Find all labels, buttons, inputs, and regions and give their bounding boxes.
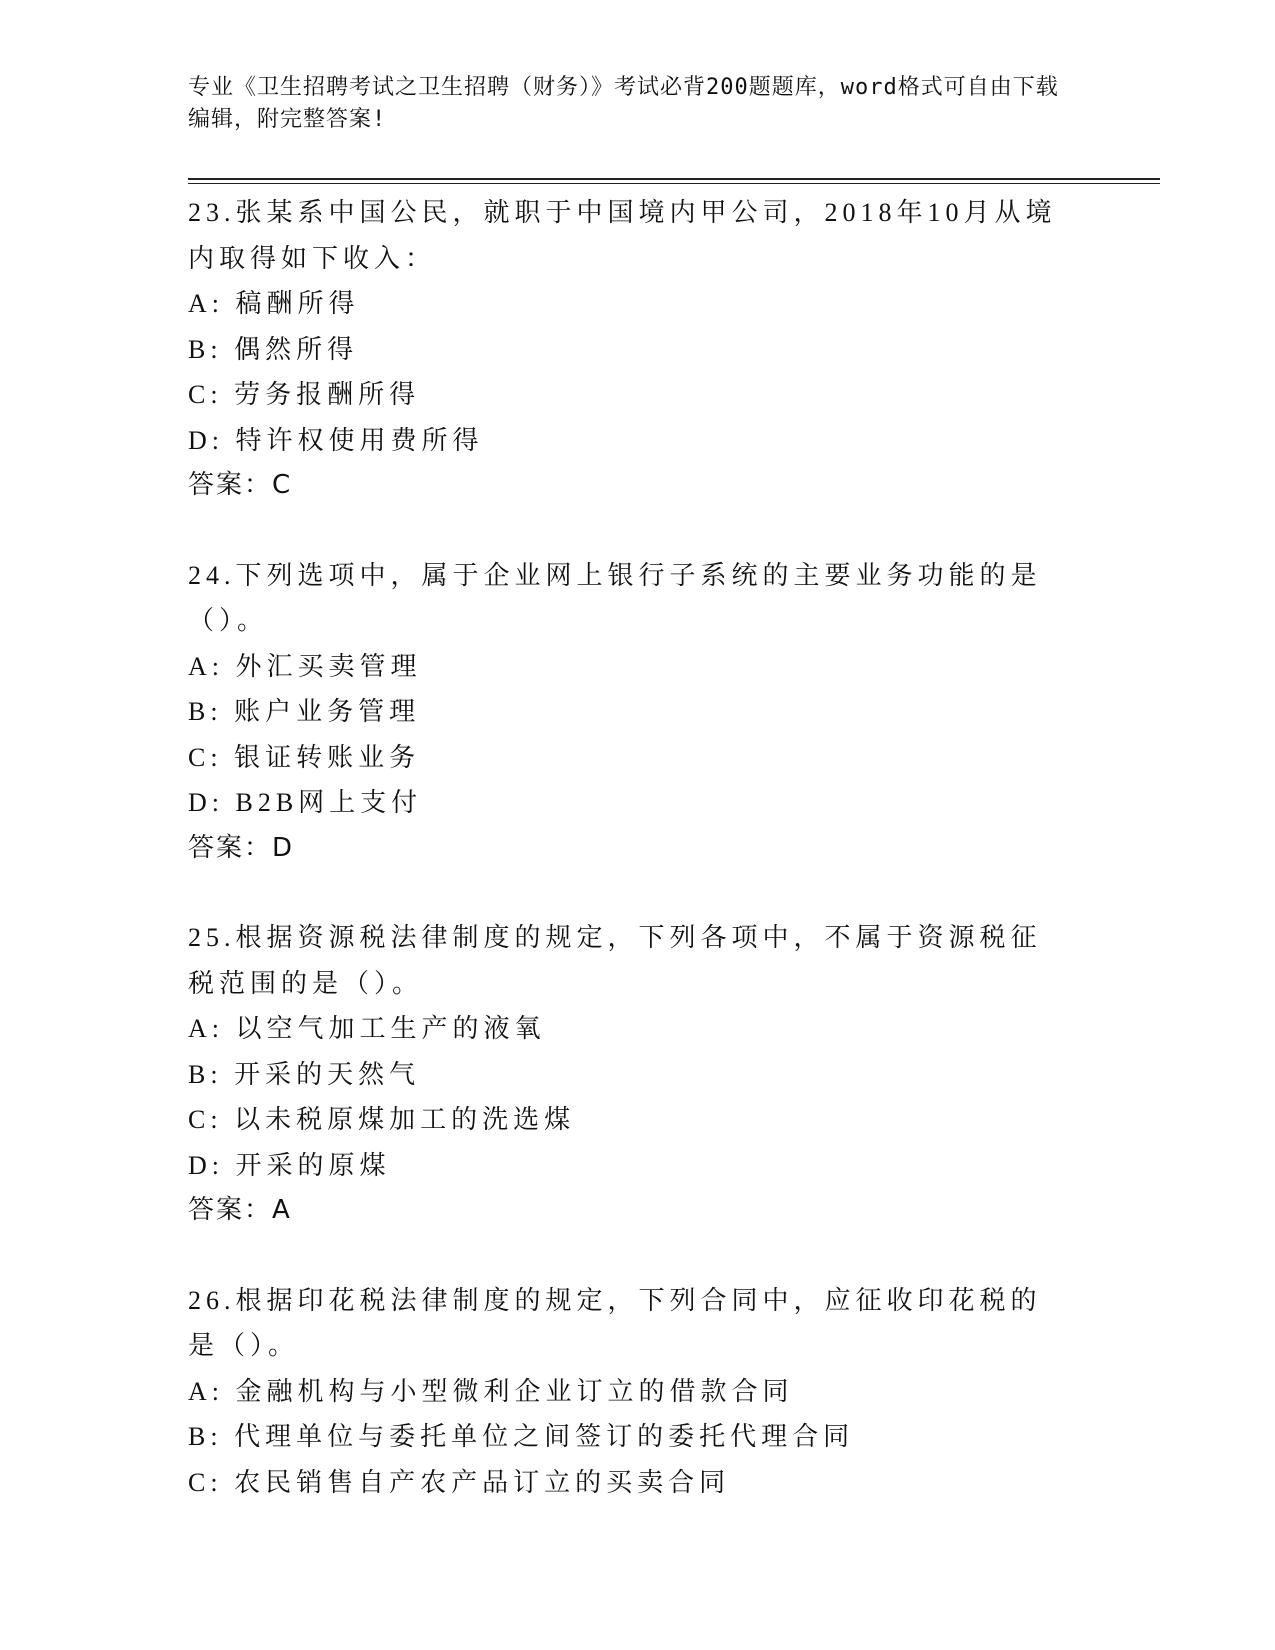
- option-d: D: B2B网上支付: [188, 788, 423, 817]
- option-d: D: 开采的原煤: [188, 1150, 391, 1180]
- answer-label: 答案：: [188, 832, 273, 863]
- option-b: B: 开采的天然气: [188, 1059, 421, 1089]
- answer-label: 答案：: [188, 470, 273, 500]
- option-c: C: 以未税原煤加工的洗选煤: [188, 1105, 576, 1134]
- header-divider: [188, 178, 1160, 180]
- option-a: A: 金融机构与小型微利企业订立的借款合同: [188, 1376, 794, 1406]
- answer-value: D: [272, 832, 295, 863]
- question-stem: 24.下列选项中，属于企业网上银行子系统的主要业务功能的是（）。: [188, 560, 1042, 635]
- option-a: A: 稿酬所得: [188, 289, 360, 318]
- document-header: 专业《卫生招聘考试之卫生招聘（财务）》考试必背200题题库，word格式可自由下载编辑，附完整答案!: [188, 75, 1059, 132]
- question-stem: 25.根据资源税法律制度的规定，下列各项中，不属于资源税征税范围的是（）。: [188, 923, 1042, 998]
- question-stem: 26.根据印花税法律制度的规定，下列合同中，应征收印花税的是（）。: [188, 1285, 1042, 1360]
- option-c: C: 劳务报酬所得: [188, 380, 421, 409]
- answer-value: C: [272, 470, 293, 500]
- option-c: C: 银证转账业务: [188, 742, 421, 772]
- answer-line: [188, 826, 1088, 872]
- question-26: [188, 1278, 1088, 1506]
- answer-value: A: [272, 1195, 292, 1225]
- option-c: C: 农民销售自产农产品订立的买卖合同: [188, 1467, 731, 1497]
- answer-line: [188, 463, 1088, 509]
- option-b: B: 账户业务管理: [188, 697, 421, 726]
- option-a: A: 以空气加工生产的液氧: [188, 1014, 546, 1043]
- option-d: D: 特许权使用费所得: [188, 425, 484, 455]
- question-stem: 23.张某系中国公民，就职于中国境内甲公司，2018年10月从境内取得如下收入：: [188, 198, 1057, 273]
- answer-line: [188, 1188, 1088, 1234]
- option-a: A: 外汇买卖管理: [188, 651, 422, 681]
- header-divider-thin: [188, 183, 1160, 184]
- question-25: [188, 915, 1088, 1234]
- option-b: B: 偶然所得: [188, 334, 359, 364]
- answer-label: 答案：: [188, 1195, 273, 1225]
- question-list: [188, 190, 1088, 1549]
- option-b: B: 代理单位与委托单位之间签订的委托代理合同: [188, 1422, 855, 1451]
- question-23: [188, 190, 1088, 509]
- question-24: [188, 553, 1088, 872]
